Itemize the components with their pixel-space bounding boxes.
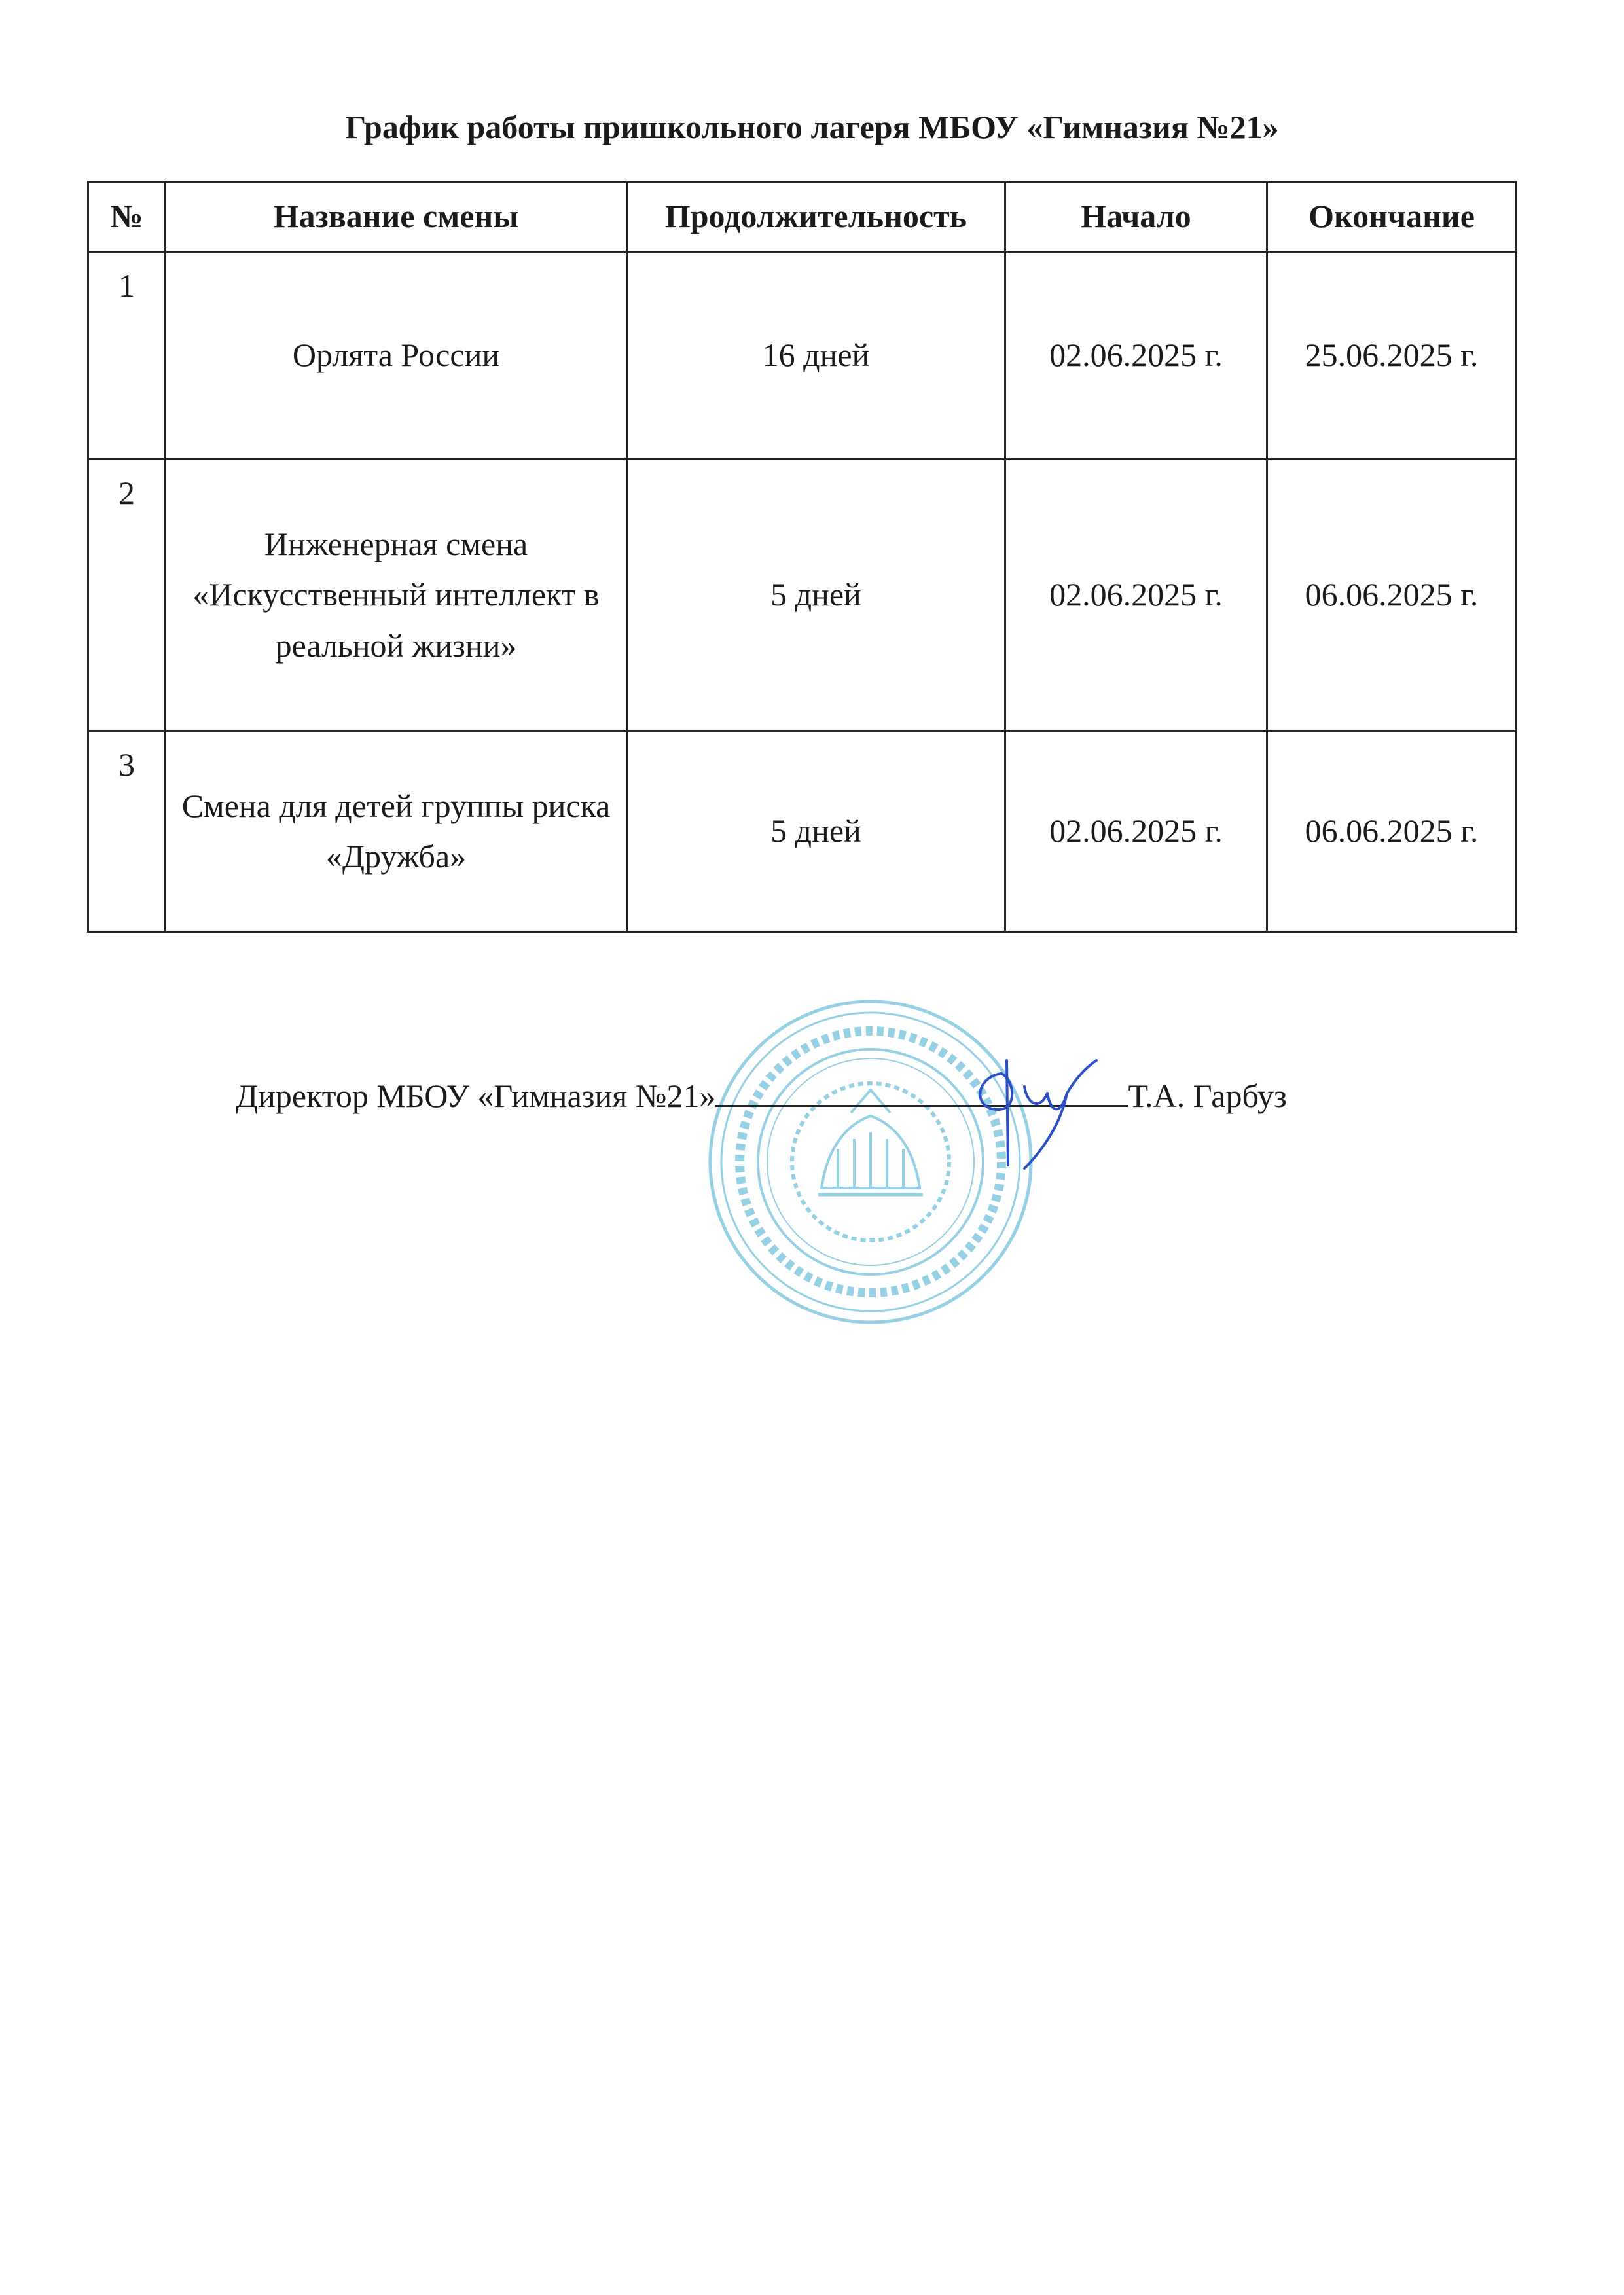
document-title: График работы пришкольного лагеря МБОУ «Гимназия №21» [345, 109, 1279, 145]
row-number: 2 [88, 460, 166, 731]
row-shift-name: Орлята России [166, 252, 627, 460]
row-shift-name: Смена для детей группы риска «Дружба» [166, 731, 627, 932]
header-duration: Продолжительность [627, 182, 1005, 252]
header-start: Начало [1005, 182, 1267, 252]
row-duration: 5 дней [627, 460, 1005, 731]
table-row [88, 731, 1517, 932]
director-name: Т.А. Гарбуз [1128, 1077, 1287, 1114]
row-end-date: 25.06.2025 г. [1267, 252, 1517, 460]
table-row [88, 252, 1517, 460]
header-shift-name: Название смены [166, 182, 627, 252]
row-end-date: 06.06.2025 г. [1267, 731, 1517, 932]
row-duration: 5 дней [627, 731, 1005, 932]
row-start-date: 02.06.2025 г. [1005, 731, 1267, 932]
director-title: Директор МБОУ «Гимназия №21» [236, 1077, 716, 1114]
schedule-table [87, 181, 1517, 933]
handwritten-signature-icon [962, 1047, 1100, 1178]
row-start-date: 02.06.2025 г. [1005, 460, 1267, 731]
row-shift-name: Инженерная смена «Искусственный интеллект в реальной жизни» [166, 460, 627, 731]
header-number: № [88, 182, 166, 252]
row-number: 1 [88, 252, 166, 460]
header-end: Окончание [1267, 182, 1517, 252]
row-start-date: 02.06.2025 г. [1005, 252, 1267, 460]
row-duration: 16 дней [627, 252, 1005, 460]
row-number: 3 [88, 731, 166, 932]
table-header-row [88, 182, 1517, 252]
table-row [88, 460, 1517, 731]
signature-row [236, 1074, 1287, 1115]
row-end-date: 06.06.2025 г. [1267, 460, 1517, 731]
